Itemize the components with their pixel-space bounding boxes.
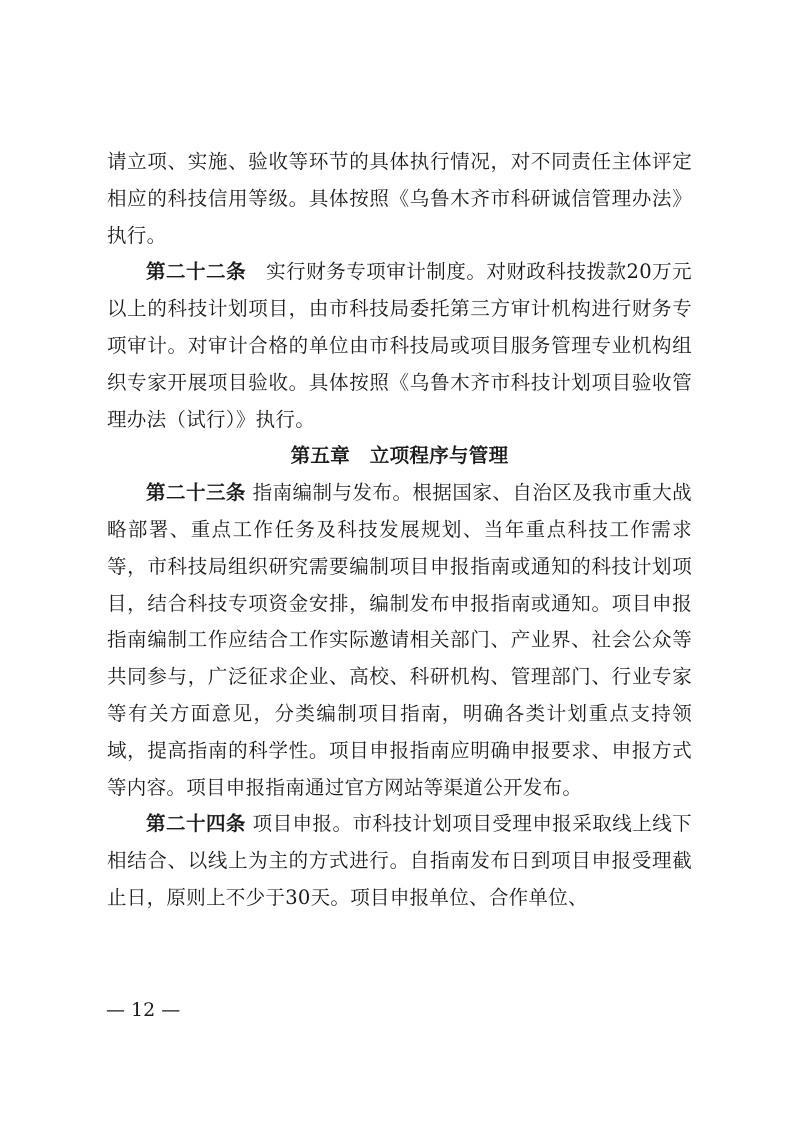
paragraph-text: 请立项、实施、验收等环节的具体执行情况，对不同责任主体评定相应的科技信用等级。具体按照《乌鲁木齐市科研诚信管理办法》执行。 <box>107 150 692 247</box>
article-body: 实行财务专项审计制度。对财政科技拨款20万元以上的科技计划项目，由市科技局委托第三方审计机构进行财务专项审计。对审计合格的单位由市科技局或项目服务管理专业机构组织专家开展项目验收。具体按照《乌鲁木齐市科技计划项目验收管理办法（试行）》执行。 <box>107 260 692 431</box>
chapter-heading: 第五章 立项程序与管理 <box>290 444 509 468</box>
article-body: 项目申报。市科技计划项目受理申报采取线上线下相结合、以线上为主的方式进行。自指南发布日到项目申报受理截止日，原则上不少于30天。项目申报单位、合作单位、 <box>107 812 692 909</box>
article-title: 第二十四条 <box>146 812 246 836</box>
article-23 <box>107 475 692 806</box>
document-body <box>107 144 692 917</box>
article-24 <box>107 806 692 916</box>
article-body: 指南编制与发布。根据国家、自治区及我市重大战略部署、重点工作任务及科技发展规划、当年重点科技工作需求等，市科技局组织研究需要编制项目申报指南或通知的科技计划项目，结合科技专项资金安排，编制发布申报指南或通知。项目申报指南编制工作应结合工作实际邀请相关部门、产业界、社会公众等共同参与，广泛征求企业、高校、科研机构、管理部门、行业专家等有关方面意见，分类编制项目指南，明确各类计划重点支持领域，提高指南的科学性。项目申报指南应明确申报要求、申报方式等内容。项目申报指南通过官方网站等渠道公开发布。 <box>107 481 692 799</box>
page-number: — 12 — <box>106 999 181 1021</box>
article-title: 第二十二条 <box>146 260 247 284</box>
article-title: 第二十三条 <box>146 481 246 505</box>
article-22 <box>107 254 692 438</box>
paragraph-continuation <box>107 144 692 254</box>
